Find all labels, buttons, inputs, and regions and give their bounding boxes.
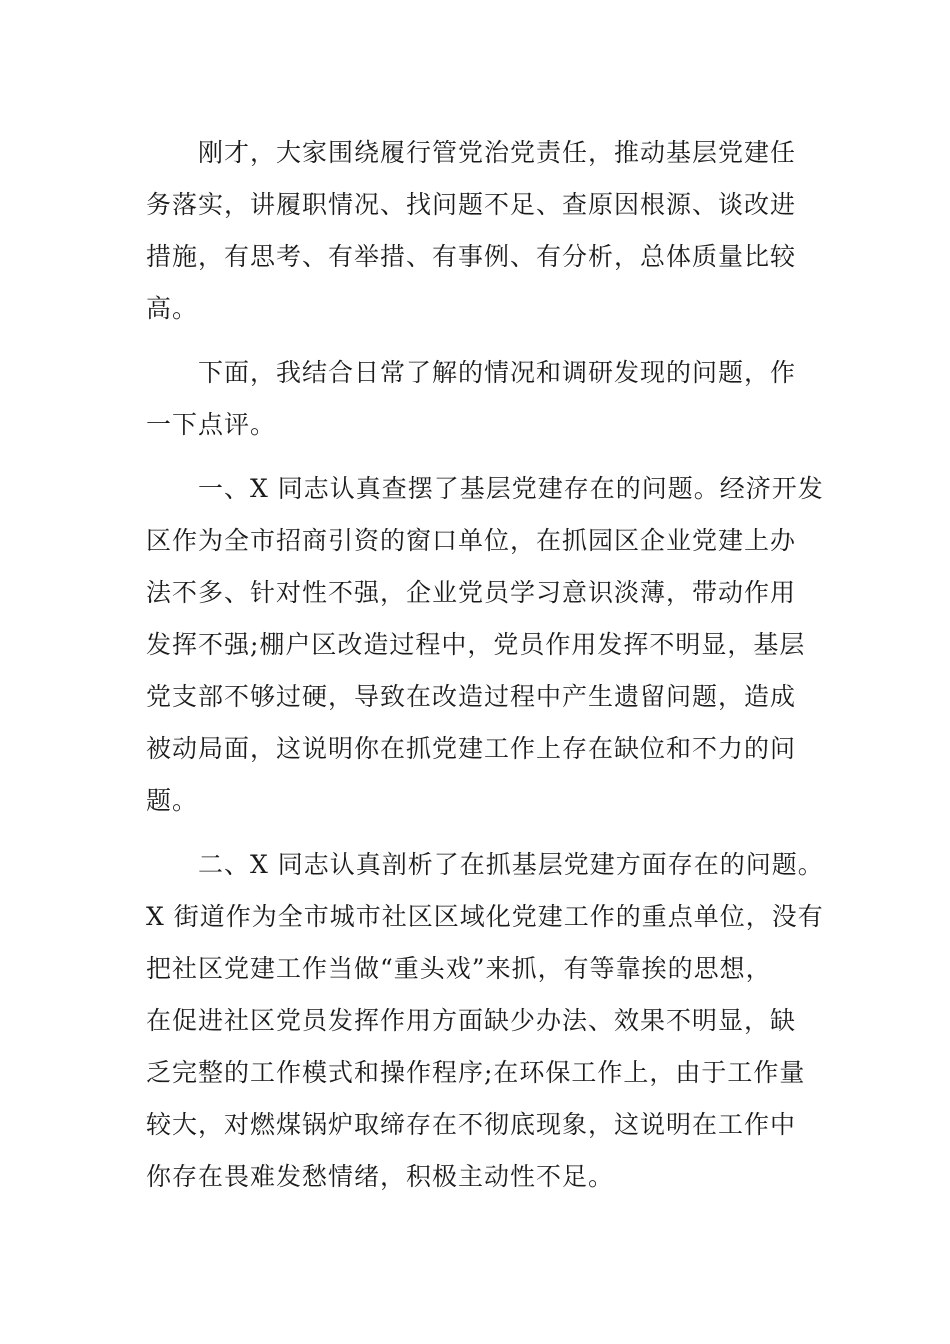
text-line: 法不多、针对性不强，企业党员学习意识淡薄，带动作用 (146, 578, 797, 607)
text-line: 发挥不强;棚户区改造过程中，党员作用发挥不明显，基层 (146, 630, 806, 659)
text-line: 区作为全市招商引资的窗口单位，在抓园区企业党建上办 (146, 526, 797, 555)
text-line: 题。 (146, 786, 199, 815)
text-line: 务落实，讲履职情况、找问题不足、查原因根源、谈改进 (146, 190, 797, 219)
paragraph-opening (146, 127, 810, 335)
text-line: 在促进社区党员发挥作用方面缺少办法、效果不明显，缺 (146, 1006, 797, 1035)
paragraph-point-one (146, 463, 824, 827)
text-line: 党支部不够过硬，导致在改造过程中产生遗留问题，造成 (146, 682, 797, 711)
text-line: 下面，我结合日常了解的情况和调研发现的问题，作 (198, 358, 797, 387)
text-line: 刚才，大家围绕履行管党治党责任，推动基层党建任 (198, 138, 797, 167)
text-line: 措施，有思考、有举措、有事例、有分析，总体质量比较 (146, 242, 797, 271)
text-line: 乏完整的工作模式和操作程序;在环保工作上，由于工作量 (146, 1058, 806, 1087)
paragraph-point-two (146, 839, 824, 1203)
text-line: 高。 (146, 294, 199, 323)
document-body (146, 127, 824, 1215)
text-line: 较大，对燃煤锅炉取缔存在不彻底现象，这说明在工作中 (146, 1110, 797, 1139)
text-line: 二、X 同志认真剖析了在抓基层党建方面存在的问题。 (198, 850, 824, 879)
paragraph-intro (146, 347, 810, 451)
text-line: 一下点评。 (146, 410, 277, 439)
text-line: 你存在畏难发愁情绪，积极主动性不足。 (146, 1162, 615, 1191)
text-line: 被动局面，这说明你在抓党建工作上存在缺位和不力的问 (146, 734, 797, 763)
text-line: X 街道作为全市城市社区区域化党建工作的重点单位，没有 (146, 902, 824, 931)
text-line: 一、X 同志认真查摆了基层党建存在的问题。经济开发 (198, 474, 824, 503)
text-line: 把社区党建工作当做“重头戏”来抓，有等靠挨的思想， (146, 954, 772, 983)
